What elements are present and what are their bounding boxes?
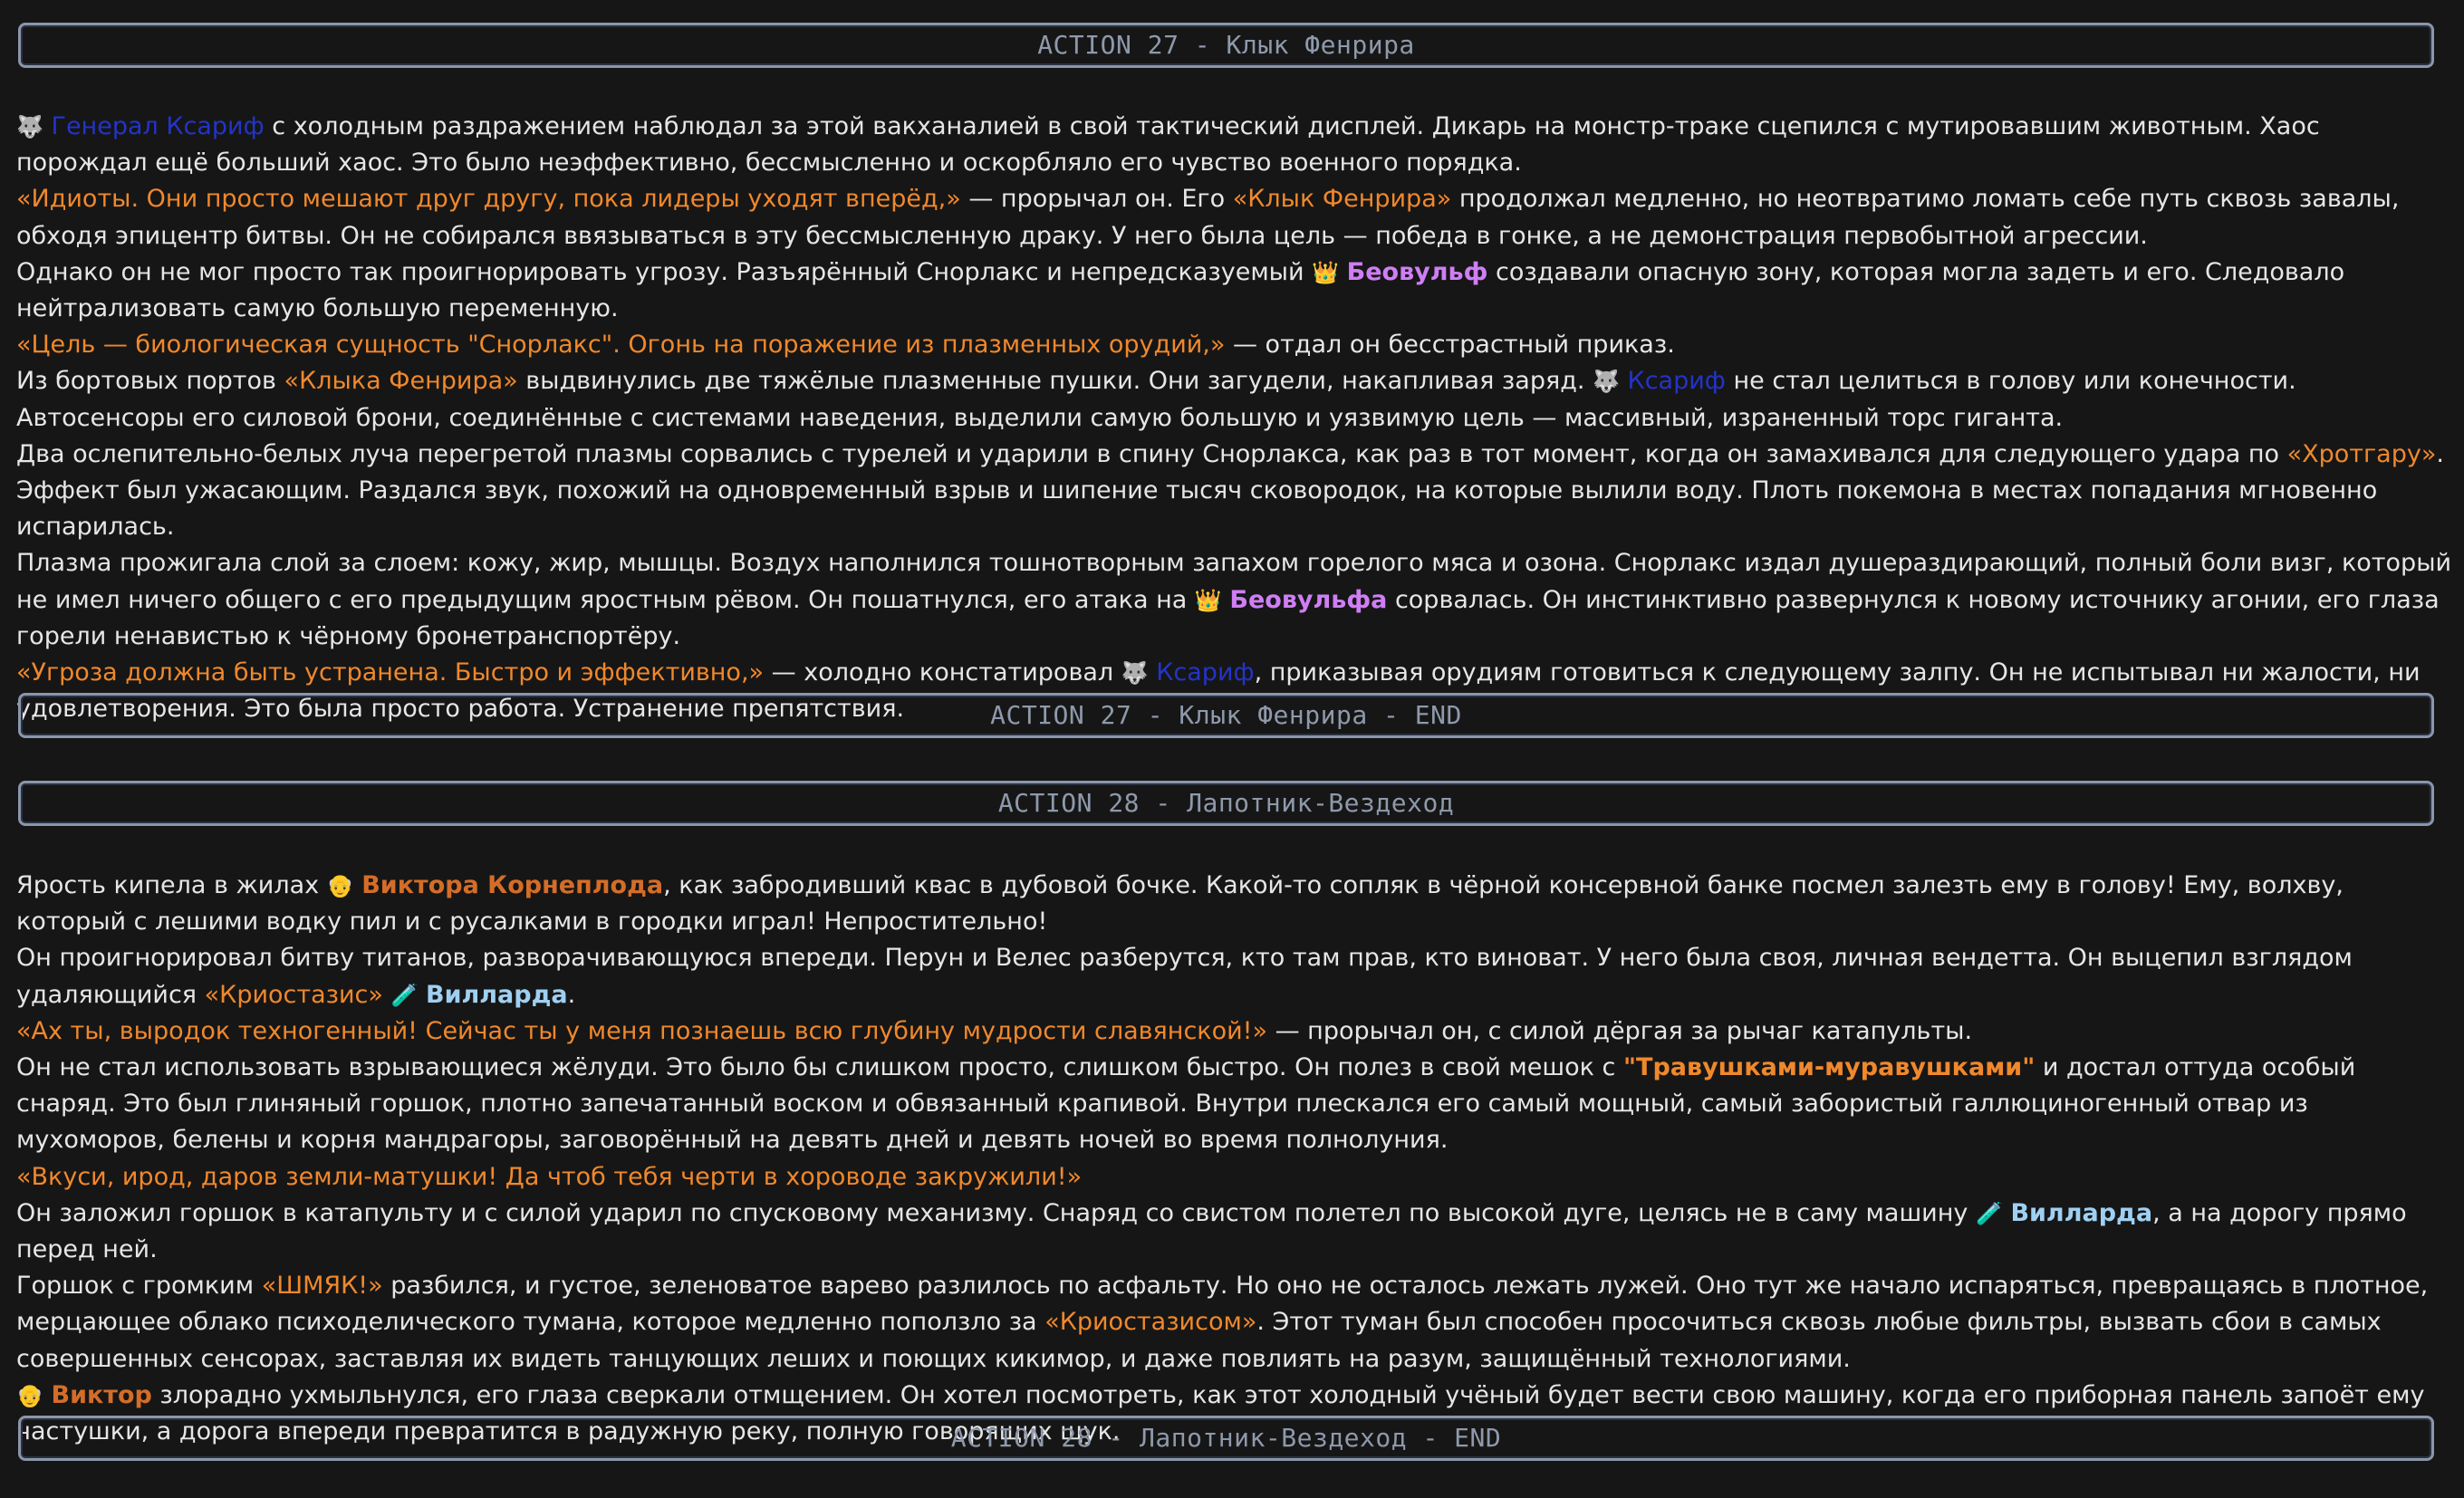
quote: «Идиоты. Они просто мешают друг другу, пока лидеры уходят вперёд,» [16, 185, 961, 214]
crown-icon: 👑 [1312, 259, 1340, 285]
action-27-end-banner [18, 693, 2434, 738]
quote: «Угроза должна быть устранена. Быстро и эффективно,» [16, 658, 765, 687]
flask-icon: 🧪 [1975, 1200, 2003, 1226]
action-27-banner [18, 23, 2434, 68]
character-villard: Вилларда [425, 980, 568, 1009]
action-28-paragraph-7: Горшок с громким «ШМЯК!» разбился, и густое, зеленоватое варево разлилось по асфальту. Но оно не осталось лежать лужей. Оно тут же начало испаряться, превращаясь в плотное, мерцающее облако психоделического тумана, которое медленно поползло за «Криостазисом». Этот туман был способен просочиться сквозь любые фильтры, вызвать сбои в самых совершенных сенсорах, заставляя их видеть танцующих леших и поющих кикимор, и даже повлиять на разум, защищённый технологиями. [16, 1272, 2429, 1373]
action-27-paragraph-9: «Угроза должна быть устранена. Быстро и эффективно,» — холодно констатировал 🐺 Ксариф, приказывая орудиям готовиться к следующему залпу. Он не испытывал ни жалости, ни удовлетворения. Это была просто работа. Устранение препятствия. [16, 658, 2421, 724]
action-28-paragraph-8: 👴 Виктор злорадно ухмыльнулся, его глаза сверкали отмщением. Он хотел посмотреть, как этот холодный учёный будет вести свою машину, когда его приборная панель запоёт ему частушки, а дорога впереди превратится в радужную реку, полную говорящих щук. [16, 1380, 2425, 1446]
vehicle-name: «Хротгару» [2286, 439, 2437, 468]
vehicle-name: «Клык Фенрира» [1232, 185, 1452, 214]
action-27-text [16, 109, 2453, 727]
vehicle-name: «Криостазисом» [1044, 1308, 1257, 1337]
action-28-end-banner [18, 1416, 2434, 1461]
action-28-paragraph-1: Ярость кипела в жилах 👴 Виктора Корнеплода, как забродивший квас в дубовой бочке. Какой-то сопляк в чёрной консервной банке посмел залезть ему в голову! Ему, волхву, который с лешими водку пил и с русалками в городки играл! Непростительно! [16, 871, 2344, 936]
crown-icon: 👑 [1194, 587, 1222, 613]
old-man-icon: 👴 [326, 873, 354, 898]
action-27-paragraph-8: Плазма прожигала слой за слоем: кожу, жир, мышцы. Воздух наполнился тошнотворным запахом горелого мяса и озона. Снорлакс издал душераздирающий, полный боли визг, который не имел ничего общего с его предыдущим яростным рёвом. Он пошатнулся, его атака на 👑 Беовульфа сорвалась. Он инстинктивно развернулся к новому источнику агонии, его глаза горели ненавистью к чёрному бронетранспортёру. [16, 549, 2452, 650]
action-28-banner-label: ACTION 28 - Лапотник-Вездеход [997, 787, 1455, 818]
action-28-paragraph-5 [16, 1159, 2453, 1196]
character-beowulf: Беовульфа [1229, 585, 1388, 614]
quote: «Цель — биологическая сущность "Снорлакс". Огонь на поражение из плазменных орудий,» [16, 331, 1226, 360]
character-xarif: Ксариф [1156, 658, 1255, 687]
action-28-paragraph-3: «Ах ты, выродок техногенный! Сейчас ты у меня познаешь всю глубину мудрости славянской!» — прорычал он, с силой дёргая за рычаг катапульты. [16, 1016, 1973, 1045]
quote: «Вкуси, ирод, даров земли-матушки! Да чтоб тебя черти в хороводе закружили!» [16, 1162, 1083, 1191]
action-27-paragraph-6: Два ослепительно-белых луча перегретой плазмы сорвались с турелей и ударили в спину Снорлакса, как раз в тот момент, когда он замахивался для следующего удара по «Хротгару». [16, 439, 2444, 468]
sound-effect: «ШМЯК!» [261, 1272, 383, 1301]
action-27-paragraph-2: «Идиоты. Они просто мешают друг другу, пока лидеры уходят вперёд,» — прорычал он. Его «Клык Фенрира» продолжал медленно, но неотвратимо ломать себе путь сквозь завалы, обходя эпицентр битвы. Он не собирался ввязываться в эту бессмысленную драку. У него была цель — победа в гонке, а не демонстрация первобытной агрессии. [16, 185, 2400, 250]
action-28-paragraph-6: Он заложил горшок в катапульту и с силой ударил по спусковому механизму. Снаряд со свистом полетел по высокой дуге, целясь не в саму машину 🧪 Вилларда, а на дорогу прямо перед ней. [16, 1198, 2407, 1264]
item-name: "Травушками-муравушками" [1622, 1053, 2036, 1082]
action-27-paragraph-5: Из бортовых портов «Клыка Фенрира» выдвинулись две тяжёлые плазменные пушки. Они загудели, накапливая заряд. 🐺 Ксариф не стал целиться в голову или конечности. Автосенсоры его силовой брони, соединённые с системами наведения, выделили самую большую и уязвимую цель — массивный, израненный торс гиганта. [16, 367, 2296, 432]
action-27-paragraph-3: Однако он не мог просто так проигнорировать угрозу. Разъярённый Снорлакс и непредсказуемый 👑 Беовульф создавали опасную зону, которая могла задеть и его. Следовало нейтрализовать самую большую переменную. [16, 257, 2345, 323]
action-28-end-banner-label: ACTION 28 - Лапотник-Вездеход - END [950, 1422, 1502, 1453]
action-28-banner [18, 781, 2434, 826]
character-viktor: Виктор [51, 1380, 152, 1409]
action-28-paragraph-4: Он не стал использовать взрывающиеся жёлуди. Это было бы слишком просто, слишком быстро. Он полез в свой мешок с "Травушками-муравушками" и достал оттуда особый снаряд. Это был глиняный горшок, плотно запечатанный воском и обвязанный крапивой. Внутри плескался его самый мощный, самый забористый галлюциногенный отвар из мухоморов, белены и корня мандрагоры, заговорённый на девять дней и девять ночей во время полнолуния. [16, 1053, 2356, 1155]
action-27-end-banner-label: ACTION 27 - Клык Фенрира - END [990, 699, 1462, 730]
old-man-icon: 👴 [16, 1382, 43, 1408]
wolf-icon: 🐺 [1593, 369, 1620, 395]
vehicle-name: «Криостазис» [204, 980, 383, 1009]
flask-icon: 🧪 [390, 982, 419, 1008]
action-27-paragraph-7: Эффект был ужасающим. Раздался звук, похожий на одновременный взрыв и шипение тысяч сковородок, на которые вылили воду. Плоть покемона в местах попадания мгновенно испарилась. [16, 476, 2378, 542]
character-viktor: Виктора Корнеплода [361, 871, 664, 899]
action-27-banner-label: ACTION 27 - Клык Фенрира [1037, 29, 1415, 60]
quote: «Ах ты, выродок техногенный! Сейчас ты у меня познаешь всю глубину мудрости славянской!» [16, 1016, 1268, 1045]
vehicle-name: «Клыка Фенрира» [284, 367, 518, 396]
character-xarif: Ксариф [1627, 367, 1726, 396]
action-27-paragraph-1: 🐺 Генерал Ксариф с холодным раздражением наблюдал за этой вакханалией в свой тактический дисплей. Дикарь на монстр-траке сцепился с мутировавшим животным. Хаос порождал ещё больший хаос. Это было неэффективно, бессмысленно и оскорбляло его чувство военного порядка. [16, 112, 2320, 178]
character-xarif: Генерал Ксариф [51, 112, 265, 140]
action-28-text [16, 868, 2453, 1450]
action-27-paragraph-4: «Цель — биологическая сущность "Снорлакс". Огонь на поражение из плазменных орудий,» — отдал он бесстрастный приказ. [16, 331, 1675, 360]
wolf-icon: 🐺 [16, 114, 43, 139]
action-28-paragraph-2: Он проигнорировал битву титанов, разворачивающуюся впереди. Перун и Велес разберутся, кто там прав, кто виноват. У него была своя, личная вендетта. Он выцепил взглядом удаляющийся «Криостазис» 🧪 Вилларда. [16, 944, 2353, 1009]
character-beowulf: Беовульф [1346, 257, 1488, 286]
character-villard: Вилларда [2010, 1198, 2153, 1227]
wolf-icon: 🐺 [1121, 660, 1149, 687]
